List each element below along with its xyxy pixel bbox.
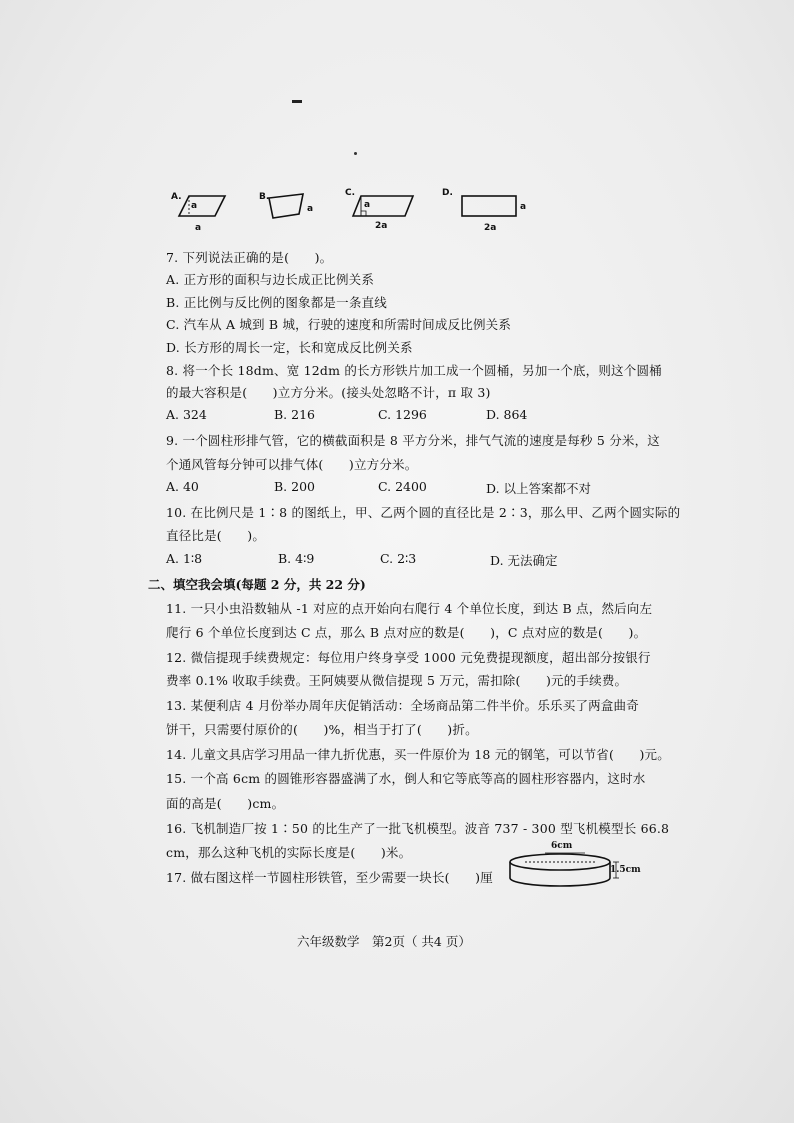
q10-option-d: D. 无法确定 bbox=[490, 553, 558, 568]
shape-figures bbox=[165, 186, 545, 238]
q8-option-d: D. 864 bbox=[486, 407, 528, 422]
cylinder-height-label: 1.5cm bbox=[610, 865, 641, 875]
q12-line1: 12. 微信提现手续费规定：每位用户终身享受 1000 元免费提现额度，超出部分按银行 bbox=[166, 650, 651, 665]
q10-option-c: C. 2∶3 bbox=[380, 551, 417, 566]
q11-line1: 11. 一只小虫沿数轴从 -1 对应的点开始向右爬行 4 个单位长度，到达 B 点，然后向左 bbox=[166, 601, 653, 616]
scan-mark bbox=[292, 100, 302, 103]
q7-stem: 7. 下列说法正确的是( )。 bbox=[166, 250, 333, 265]
figure-d-side-label: a bbox=[520, 202, 527, 212]
q10-stem-line2: 直径比是( )。 bbox=[166, 528, 266, 543]
figure-b-side-label: a bbox=[307, 204, 314, 214]
q9-option-c: C. 2400 bbox=[378, 479, 427, 494]
figure-c bbox=[345, 186, 417, 240]
figure-c-bottom-label: 2a bbox=[375, 221, 388, 231]
figure-d bbox=[440, 186, 530, 240]
q11-line2: 爬行 6 个单位长度到达 C 点，那么 B 点对应的数是( )，C 点对应的数是( )。 bbox=[166, 625, 647, 640]
q8-option-a: A. 324 bbox=[166, 407, 207, 422]
q9-option-d: D. 以上答案都不对 bbox=[486, 481, 592, 496]
q9-stem-line1: 9. 一个圆柱形排气管，它的横截面积是 8 平方分米，排气气流的速度是每秒 5 分米，这 bbox=[166, 433, 661, 448]
figure-d-bottom-label: 2a bbox=[484, 223, 497, 233]
q9-stem-line2: 个通风管每分钟可以排气体( )立方分米。 bbox=[166, 457, 418, 472]
q8-stem-line1: 8. 将一个长 18dm、宽 12dm 的长方形铁片加工成一个圆桶，另加一个底，则这个圆桶 bbox=[166, 363, 662, 378]
q8-option-b: B. 216 bbox=[274, 407, 315, 422]
scan-dot bbox=[354, 152, 357, 155]
q7-option-b: B. 正比例与反比例的图象都是一条直线 bbox=[166, 295, 387, 310]
q15-line1: 15. 一个高 6cm 的圆锥形容器盛满了水，倒人和它等底等高的圆柱形容器内，这时水 bbox=[166, 771, 646, 786]
q9-option-a: A. 40 bbox=[166, 479, 199, 494]
q15-line2: 面的高是( )cm。 bbox=[166, 796, 285, 811]
q12-line2: 费率 0.1% 收取手续费。王阿姨要从微信提现 5 万元，需扣除( )元的手续费。 bbox=[166, 673, 628, 688]
q17-line: 17. 做右图这样一节圆柱形铁管，至少需要一块长( )厘 bbox=[166, 870, 493, 885]
q10-option-a: A. 1∶8 bbox=[166, 551, 203, 566]
figure-b bbox=[257, 186, 317, 240]
cylinder-diameter-label: 6cm bbox=[551, 841, 573, 851]
q10-option-b: B. 4∶9 bbox=[278, 551, 315, 566]
page-footer: 六年级数学 第2页（ 共4 页） bbox=[297, 934, 471, 949]
figure-a-letter: A. bbox=[171, 192, 182, 202]
figure-c-letter: C. bbox=[345, 188, 356, 198]
q7-option-d: D. 长方形的周长一定，长和宽成反比例关系 bbox=[166, 340, 413, 355]
q13-line2: 饼干，只需要付原价的( )%，相当于打了( )折。 bbox=[166, 722, 478, 737]
cylinder-pipe-figure bbox=[505, 840, 640, 892]
figure-c-side-label: a bbox=[364, 200, 371, 210]
q9-option-b: B. 200 bbox=[274, 479, 315, 494]
figure-d-letter: D. bbox=[442, 188, 453, 198]
q16-line2: cm，那么这种飞机的实际长度是( )米。 bbox=[166, 845, 412, 860]
section-2-heading: 二、填空我会填(每题 2 分，共 22 分) bbox=[148, 577, 366, 592]
q7-option-c: C. 汽车从 A 城到 B 城，行驶的速度和所需时间成反比例关系 bbox=[166, 317, 512, 332]
q7-option-a: A. 正方形的面积与边长成正比例关系 bbox=[166, 272, 375, 287]
q14-line: 14. 儿童文具店学习用品一律九折优惠，买一件原价为 18 元的钢笔，可以节省( )元。 bbox=[166, 747, 670, 762]
figure-a-bottom-label: a bbox=[195, 223, 202, 233]
q16-line1: 16. 飞机制造厂按 1∶50 的比生产了一批飞机模型。波音 737 - 300 型飞机模型长 66.8 bbox=[166, 821, 670, 836]
figure-a bbox=[165, 186, 225, 240]
q8-stem-line2: 的最大容积是( )立方分米。(接头处忽略不计，π 取 3) bbox=[166, 385, 491, 400]
figure-b-letter: B. bbox=[259, 192, 270, 202]
figure-a-side-label: a bbox=[191, 201, 198, 211]
q10-stem-line1: 10. 在比例尺是 1∶8 的图纸上，甲、乙两个圆的直径比是 2∶3，那么甲、乙两个圆实际的 bbox=[166, 505, 681, 520]
q13-line1: 13. 某便利店 4 月份举办周年庆促销活动：全场商品第二件半价。乐乐买了两盒曲奇 bbox=[166, 698, 639, 713]
q8-option-c: C. 1296 bbox=[378, 407, 427, 422]
